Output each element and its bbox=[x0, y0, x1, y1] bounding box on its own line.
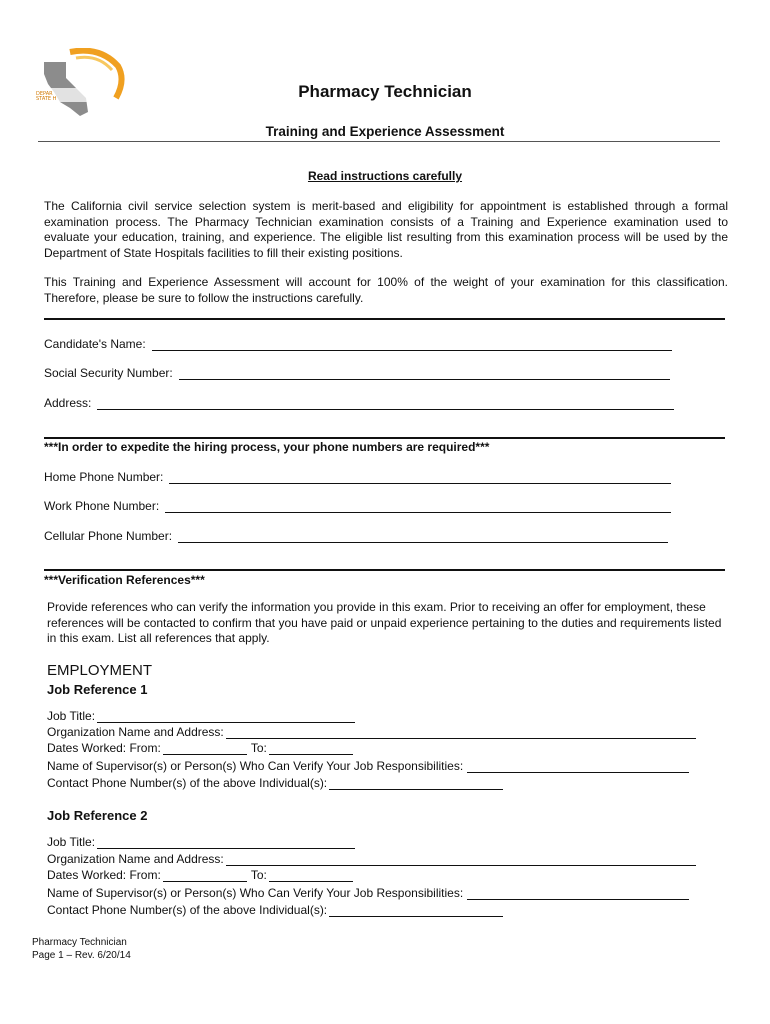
supervisor-label: Name of Supervisor(s) or Person(s) Who Can Verify Your Job Responsibilities: bbox=[47, 759, 464, 773]
job-1-title-field[interactable] bbox=[97, 709, 355, 723]
dates-to-label: To: bbox=[250, 868, 267, 882]
section-divider bbox=[44, 569, 725, 571]
section-divider bbox=[44, 318, 725, 320]
cell-phone-label: Cellular Phone Number: bbox=[44, 529, 173, 543]
job-2-supervisor-field[interactable] bbox=[467, 886, 689, 900]
job-title-label: Job Title: bbox=[47, 709, 96, 723]
references-paragraph: Provide references who can verify the information you provide in this exam. Prior to receiving an offer for employment, these references will be contacted to confirm that you have paid or unpaid experience pertaining to the duties and requirements listed in this exam. List all references that apply. bbox=[47, 600, 722, 645]
organization-label: Organization Name and Address: bbox=[47, 852, 224, 866]
verification-references-heading: ***Verification References*** bbox=[44, 573, 205, 587]
job-1-dates-row bbox=[47, 741, 353, 755]
candidate-name-label: Candidate's Name: bbox=[44, 337, 146, 351]
home-phone-field[interactable] bbox=[169, 470, 671, 484]
address-label: Address: bbox=[44, 396, 92, 410]
page-subtitle: Training and Experience Assessment bbox=[265, 124, 505, 139]
job-2-org-row bbox=[47, 852, 696, 866]
job-1-contact-field[interactable] bbox=[329, 776, 503, 790]
svg-text:STATE H: STATE H bbox=[36, 96, 57, 102]
candidate-name-row bbox=[44, 337, 672, 351]
job-2-date-from-field[interactable] bbox=[163, 868, 247, 882]
instructions-paragraph-1: The California civil service selection system is merit-based and eligibility for appointment is established through a formal examination process. The Pharmacy Technician examination consists of a Training and Experience examination used to evaluate your education, training, and experience. The eligible list resulting from this examination process will be used by the Department of State Hospitals facilities to fill their existing positions. bbox=[44, 199, 728, 260]
ssn-row bbox=[44, 366, 670, 380]
job-reference-2-heading: Job Reference 2 bbox=[47, 808, 148, 823]
job-2-date-to-field[interactable] bbox=[269, 868, 353, 882]
phone-required-note: ***In order to expedite the hiring process, your phone numbers are required*** bbox=[44, 440, 490, 454]
page-footer bbox=[32, 936, 131, 962]
job-1-supervisor-row bbox=[47, 759, 689, 773]
job-2-contact-field[interactable] bbox=[329, 903, 503, 917]
job-2-contact-row bbox=[47, 903, 503, 917]
instructions-paragraph-2: This Training and Experience Assessment will account for 100% of the weight of your examination for this classification. Therefore, please be sure to follow the instructions carefully. bbox=[44, 275, 728, 305]
cell-phone-field[interactable] bbox=[178, 529, 668, 543]
job-reference-1-heading: Job Reference 1 bbox=[47, 682, 148, 697]
home-phone-row bbox=[44, 470, 671, 484]
work-phone-label: Work Phone Number: bbox=[44, 499, 160, 513]
dates-from-label: Dates Worked: From: bbox=[47, 868, 161, 882]
job-1-org-row bbox=[47, 725, 696, 739]
job-1-date-from-field[interactable] bbox=[163, 741, 247, 755]
job-2-dates-row bbox=[47, 868, 353, 882]
employment-heading: EMPLOYMENT bbox=[47, 662, 153, 679]
job-1-title-row bbox=[47, 709, 355, 723]
organization-label: Organization Name and Address: bbox=[47, 725, 224, 739]
job-1-supervisor-field[interactable] bbox=[467, 759, 689, 773]
contact-phone-label: Contact Phone Number(s) of the above Individual(s): bbox=[47, 903, 328, 917]
home-phone-label: Home Phone Number: bbox=[44, 470, 164, 484]
job-1-date-to-field[interactable] bbox=[269, 741, 353, 755]
job-2-org-field[interactable] bbox=[226, 852, 696, 866]
ssn-label: Social Security Number: bbox=[44, 366, 173, 380]
dates-to-label: To: bbox=[250, 741, 267, 755]
job-1-org-field[interactable] bbox=[226, 725, 696, 739]
footer-page-number: Page 1 – Rev. 6/20/14 bbox=[32, 950, 131, 961]
cell-phone-row bbox=[44, 529, 668, 543]
contact-phone-label: Contact Phone Number(s) of the above Individual(s): bbox=[47, 776, 328, 790]
dates-from-label: Dates Worked: From: bbox=[47, 741, 161, 755]
page-title: Pharmacy Technician bbox=[298, 82, 472, 101]
work-phone-field[interactable] bbox=[165, 499, 671, 513]
job-1-contact-row bbox=[47, 776, 503, 790]
job-2-supervisor-row bbox=[47, 886, 689, 900]
supervisor-label: Name of Supervisor(s) or Person(s) Who Can Verify Your Job Responsibilities: bbox=[47, 886, 464, 900]
candidate-name-field[interactable] bbox=[152, 337, 672, 351]
instructions-heading: Read instructions carefully bbox=[307, 169, 463, 183]
footer-title: Pharmacy Technician bbox=[32, 937, 127, 948]
address-field[interactable] bbox=[97, 396, 674, 410]
job-2-title-row bbox=[47, 835, 355, 849]
address-row bbox=[44, 396, 674, 410]
ssn-field[interactable] bbox=[179, 366, 670, 380]
work-phone-row bbox=[44, 499, 671, 513]
subtitle-divider bbox=[38, 141, 720, 142]
section-divider bbox=[44, 437, 725, 439]
svg-text:DEPAR: DEPAR bbox=[36, 91, 53, 97]
job-title-label: Job Title: bbox=[47, 835, 96, 849]
job-2-title-field[interactable] bbox=[97, 835, 355, 849]
